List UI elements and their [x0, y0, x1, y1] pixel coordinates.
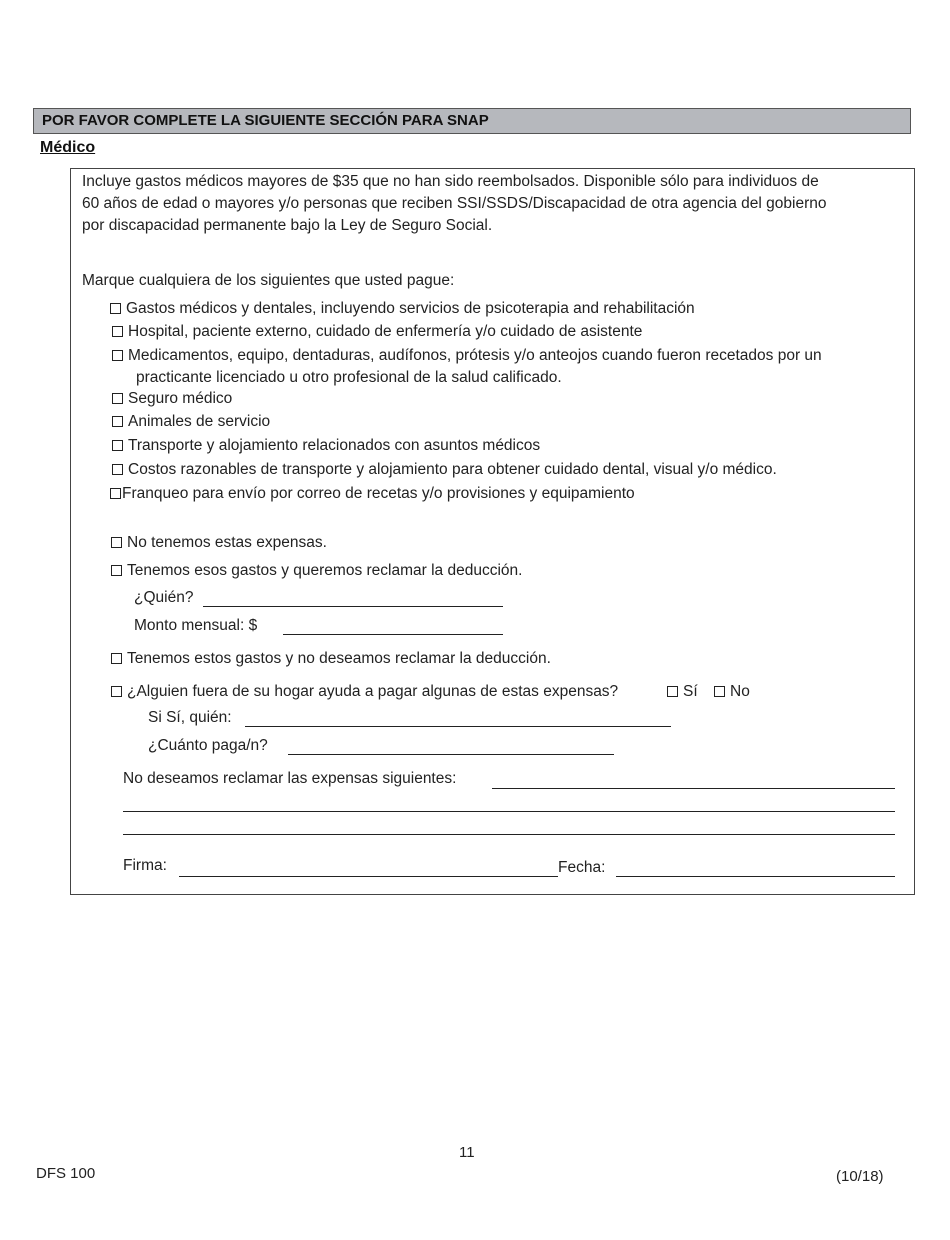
expense-checkbox[interactable]: [110, 303, 121, 314]
date-input-line[interactable]: [616, 876, 895, 877]
expense-item-medications[interactable]: Medicamentos, equipo, dentaduras, audífonos, prótesis y/o anteojos cuando fueron recetados por un: [112, 345, 822, 366]
option-checkbox[interactable]: [111, 686, 122, 697]
intro-line-3: por discapacidad permanente bajo la Ley de Seguro Social.: [82, 217, 493, 234]
who-input-line[interactable]: [203, 606, 503, 607]
expense-checkbox[interactable]: [112, 393, 123, 404]
dont-claim-input-line-1[interactable]: [492, 788, 895, 789]
date-label: Fecha:: [558, 859, 606, 876]
intro-line-2: 60 años de edad o mayores y/o personas que reciben SSI/SSDS/Discapacidad de otra agencia del gobierno: [82, 195, 827, 212]
how-much-input-line[interactable]: [288, 754, 614, 755]
dont-claim-input-line-3[interactable]: [123, 834, 895, 835]
dont-claim-label: No deseamos reclamar las expensas siguientes:: [123, 770, 457, 787]
expense-checkbox[interactable]: [112, 464, 123, 475]
section-header-title: POR FAVOR COMPLETE LA SIGUIENTE SECCIÓN PARA SNAP: [42, 112, 489, 129]
outside-help-yes[interactable]: Sí: [667, 681, 698, 702]
dont-claim-input-line-2[interactable]: [123, 811, 895, 812]
expense-checkbox[interactable]: [112, 350, 123, 361]
monthly-amount-label: Monto mensual: $: [134, 617, 258, 634]
expense-checkbox[interactable]: [112, 416, 123, 427]
option-checkbox[interactable]: [111, 537, 122, 548]
expense-item-service-animals[interactable]: Animales de servicio: [112, 411, 270, 432]
outside-help-no[interactable]: No: [714, 681, 750, 702]
option-no-claim-deduction[interactable]: Tenemos estos gastos y no deseamos reclamar la deducción.: [111, 648, 551, 669]
expense-item-transport-costs[interactable]: Costos razonables de transporte y alojamiento para obtener cuidado dental, visual y/o médico.: [112, 459, 777, 480]
expense-item-medical-dental[interactable]: Gastos médicos y dentales, incluyendo servicios de psicoterapia and rehabilitación: [110, 298, 695, 319]
expense-item-medications-cont: practicante licenciado u otro profesional de la salud calificado.: [136, 369, 562, 386]
if-yes-who-label: Si Sí, quién:: [148, 709, 232, 726]
yes-checkbox[interactable]: [667, 686, 678, 697]
form-id: DFS 100: [36, 1165, 96, 1182]
monthly-amount-input-line[interactable]: [283, 634, 503, 635]
expense-item-insurance[interactable]: Seguro médico: [112, 388, 232, 409]
section-header-bar: [33, 108, 911, 134]
expense-checkbox[interactable]: [112, 440, 123, 451]
intro-line-1: Incluye gastos médicos mayores de $35 que no han sido reembolsados. Disponible sólo para individuos de: [82, 173, 819, 190]
if-yes-who-input-line[interactable]: [245, 726, 671, 727]
signature-label: Firma:: [123, 857, 167, 874]
expense-item-transport[interactable]: Transporte y alojamiento relacionados con asuntos médicos: [112, 435, 540, 456]
checklist-prompt: Marque cualquiera de los siguientes que usted pague:: [82, 272, 455, 289]
page-number: 11: [459, 1144, 475, 1161]
option-checkbox[interactable]: [111, 565, 122, 576]
expense-item-postage[interactable]: Franqueo para envío por correo de recetas y/o provisiones y equipamiento: [110, 483, 635, 504]
who-label: ¿Quién?: [134, 589, 194, 606]
no-checkbox[interactable]: [714, 686, 725, 697]
option-outside-help[interactable]: ¿Alguien fuera de su hogar ayuda a pagar algunas de estas expensas?: [111, 681, 618, 702]
expense-checkbox[interactable]: [110, 488, 121, 499]
expense-checkbox[interactable]: [112, 326, 123, 337]
expense-item-hospital[interactable]: Hospital, paciente externo, cuidado de enfermería y/o cuidado de asistente: [112, 321, 642, 342]
how-much-label: ¿Cuánto paga/n?: [148, 737, 268, 754]
option-checkbox[interactable]: [111, 653, 122, 664]
section-title: Médico: [40, 139, 96, 156]
option-claim-deduction[interactable]: Tenemos esos gastos y queremos reclamar la deducción.: [111, 560, 522, 581]
form-revision: (10/18): [836, 1168, 884, 1185]
signature-input-line[interactable]: [179, 876, 558, 877]
option-no-expenses[interactable]: No tenemos estas expensas.: [111, 532, 327, 553]
